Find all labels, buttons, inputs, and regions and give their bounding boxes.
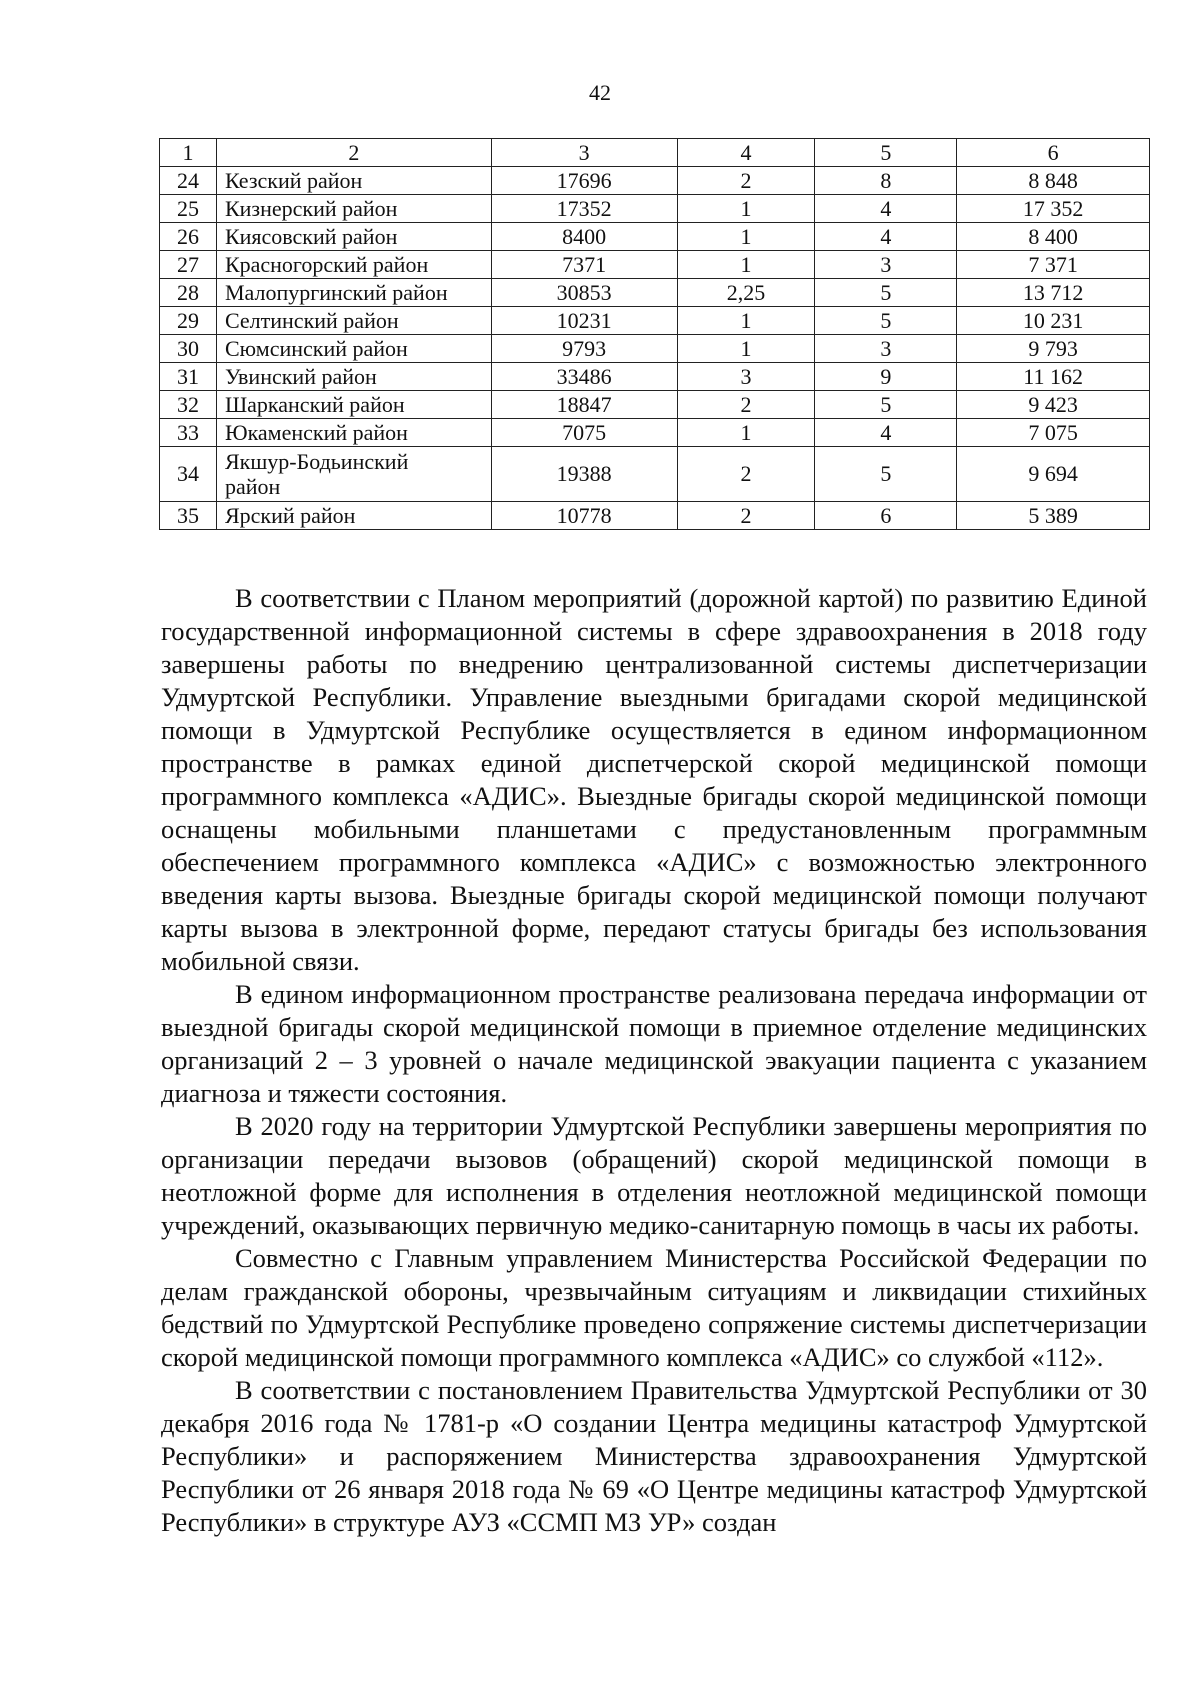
table-row — [160, 307, 1150, 335]
cell-col3: 19388 — [491, 447, 677, 502]
district-name: Шарканский район — [216, 391, 491, 419]
row-number: 26 — [160, 223, 217, 251]
cell-col4: 2,25 — [677, 279, 815, 307]
cell-col3: 7371 — [491, 251, 677, 279]
cell-col5: 9 — [815, 363, 957, 391]
row-number: 24 — [160, 167, 217, 195]
district-name: Сюмсинский район — [216, 335, 491, 363]
table-row — [160, 419, 1150, 447]
paragraph: В едином информационном пространстве реализована передача информации от выездной бригады скорой медицинской помощи в приемное отделение медицинских организаций 2 – 3 уровней о начале медицинской эвакуации пациента с указанием диагноза и тяжести состояния. — [161, 979, 1147, 1108]
page-number: 42 — [589, 80, 611, 105]
district-name: Увинский район — [216, 363, 491, 391]
cell-col4: 2 — [677, 447, 815, 502]
table-header-row — [160, 139, 1150, 167]
cell-col5: 6 — [815, 502, 957, 530]
body-text — [161, 582, 1147, 1539]
paragraph: В 2020 году на территории Удмуртской Республики завершены мероприятия по организации передачи вызовов (обращений) скорой медицинской помощи в неотложной форме для исполнения в отделения неотложной медицинской помощи учреждений, оказывающих первичную медико-санитарную помощь в часы их работы. — [161, 1111, 1147, 1240]
district-name: Киясовский район — [216, 223, 491, 251]
cell-col4: 1 — [677, 419, 815, 447]
cell-col6: 17 352 — [957, 195, 1150, 223]
column-header: 6 — [957, 139, 1150, 167]
cell-col4: 3 — [677, 363, 815, 391]
cell-col5: 5 — [815, 307, 957, 335]
column-header: 2 — [216, 139, 491, 167]
row-number: 25 — [160, 195, 217, 223]
cell-col6: 11 162 — [957, 363, 1150, 391]
row-number: 27 — [160, 251, 217, 279]
cell-col3: 10778 — [491, 502, 677, 530]
cell-col5: 3 — [815, 335, 957, 363]
district-name: Селтинский район — [216, 307, 491, 335]
cell-col5: 5 — [815, 391, 957, 419]
row-number: 34 — [160, 447, 217, 502]
district-name: Красногорский район — [216, 251, 491, 279]
cell-col4: 1 — [677, 251, 815, 279]
cell-col3: 8400 — [491, 223, 677, 251]
table-row — [160, 335, 1150, 363]
cell-col5: 3 — [815, 251, 957, 279]
table-row — [160, 363, 1150, 391]
paragraph: В соответствии с Планом мероприятий (дорожной картой) по развитию Единой государственной информационной системы в сфере здравоохранения в 2018 году завершены работы по внедрению централизованной системы диспетчеризации Удмуртской Республики. Управление выездными бригадами скорой медицинской помощи в Удмуртской Республике осуществляется в едином информационном пространстве в рамках единой диспетчерской скорой медицинской помощи программного комплекса «АДИС». Выездные бригады скорой медицинской помощи оснащены мобильными планшетами с предустановленным программным обеспечением программного комплекса «АДИС» с возможностью электронного введения карты вызова. Выездные бригады скорой медицинской помощи получают карты вызова в электронной форме, передают статусы бригады без использования мобильной связи. — [161, 583, 1147, 976]
cell-col6: 5 389 — [957, 502, 1150, 530]
cell-col6: 8 848 — [957, 167, 1150, 195]
district-name: Юкаменский район — [216, 419, 491, 447]
cell-col5: 8 — [815, 167, 957, 195]
cell-col4: 1 — [677, 195, 815, 223]
cell-col5: 4 — [815, 195, 957, 223]
cell-col3: 18847 — [491, 391, 677, 419]
table-row — [160, 195, 1150, 223]
cell-col4: 1 — [677, 307, 815, 335]
district-name: Кезский район — [216, 167, 491, 195]
district-name: Малопургинский район — [216, 279, 491, 307]
row-number: 29 — [160, 307, 217, 335]
district-name-line2: район — [224, 474, 281, 499]
cell-col3: 17352 — [491, 195, 677, 223]
paragraph: В соответствии с постановлением Правительства Удмуртской Республики от 30 декабря 2016 года № 1781-р «О создании Центра медицины катастроф Удмуртской Республики» и распоряжением Министерства здравоохранения Удмуртской Республики от 26 января 2018 года № 69 «О Центре медицины катастроф Удмуртской Республики» в структуре АУЗ «ССМП МЗ УР» создан — [161, 1375, 1147, 1537]
paragraph: Совместно с Главным управлением Министерства Российской Федерации по делам гражданской обороны, чрезвычайным ситуациям и ликвидации стихийных бедствий по Удмуртской Республике проведено сопряжение системы диспетчеризации скорой медицинской помощи программного комплекса «АДИС» со службой «112». — [161, 1243, 1147, 1372]
row-number: 32 — [160, 391, 217, 419]
cell-col5: 5 — [815, 279, 957, 307]
row-number: 28 — [160, 279, 217, 307]
cell-col3: 7075 — [491, 419, 677, 447]
district-name-line1: Якшур-Бодьинский — [224, 449, 409, 474]
cell-col6: 7 075 — [957, 419, 1150, 447]
table-row — [160, 223, 1150, 251]
cell-col6: 13 712 — [957, 279, 1150, 307]
cell-col6: 9 793 — [957, 335, 1150, 363]
cell-col3: 33486 — [491, 363, 677, 391]
row-number: 31 — [160, 363, 217, 391]
column-header: 1 — [160, 139, 217, 167]
row-number: 30 — [160, 335, 217, 363]
table-row — [160, 391, 1150, 419]
district-name: Ярский район — [216, 502, 491, 530]
cell-col5: 4 — [815, 419, 957, 447]
row-number: 35 — [160, 502, 217, 530]
cell-col6: 10 231 — [957, 307, 1150, 335]
cell-col6: 7 371 — [957, 251, 1150, 279]
cell-col3: 17696 — [491, 167, 677, 195]
column-header: 5 — [815, 139, 957, 167]
table-row — [160, 251, 1150, 279]
cell-col6: 9 423 — [957, 391, 1150, 419]
cell-col4: 2 — [677, 391, 815, 419]
cell-col5: 4 — [815, 223, 957, 251]
districts-table — [159, 138, 1150, 530]
column-header: 4 — [677, 139, 815, 167]
cell-col3: 9793 — [491, 335, 677, 363]
table-row — [160, 279, 1150, 307]
row-number: 33 — [160, 419, 217, 447]
district-name: Кизнерский район — [216, 195, 491, 223]
cell-col5: 5 — [815, 447, 957, 502]
table-row — [160, 167, 1150, 195]
cell-col4: 2 — [677, 167, 815, 195]
cell-col4: 1 — [677, 335, 815, 363]
cell-col4: 2 — [677, 502, 815, 530]
table-row — [160, 502, 1150, 530]
cell-col6: 9 694 — [957, 447, 1150, 502]
column-header: 3 — [491, 139, 677, 167]
district-name — [216, 447, 491, 502]
table-row — [160, 447, 1150, 502]
cell-col4: 1 — [677, 223, 815, 251]
cell-col6: 8 400 — [957, 223, 1150, 251]
cell-col3: 30853 — [491, 279, 677, 307]
cell-col3: 10231 — [491, 307, 677, 335]
